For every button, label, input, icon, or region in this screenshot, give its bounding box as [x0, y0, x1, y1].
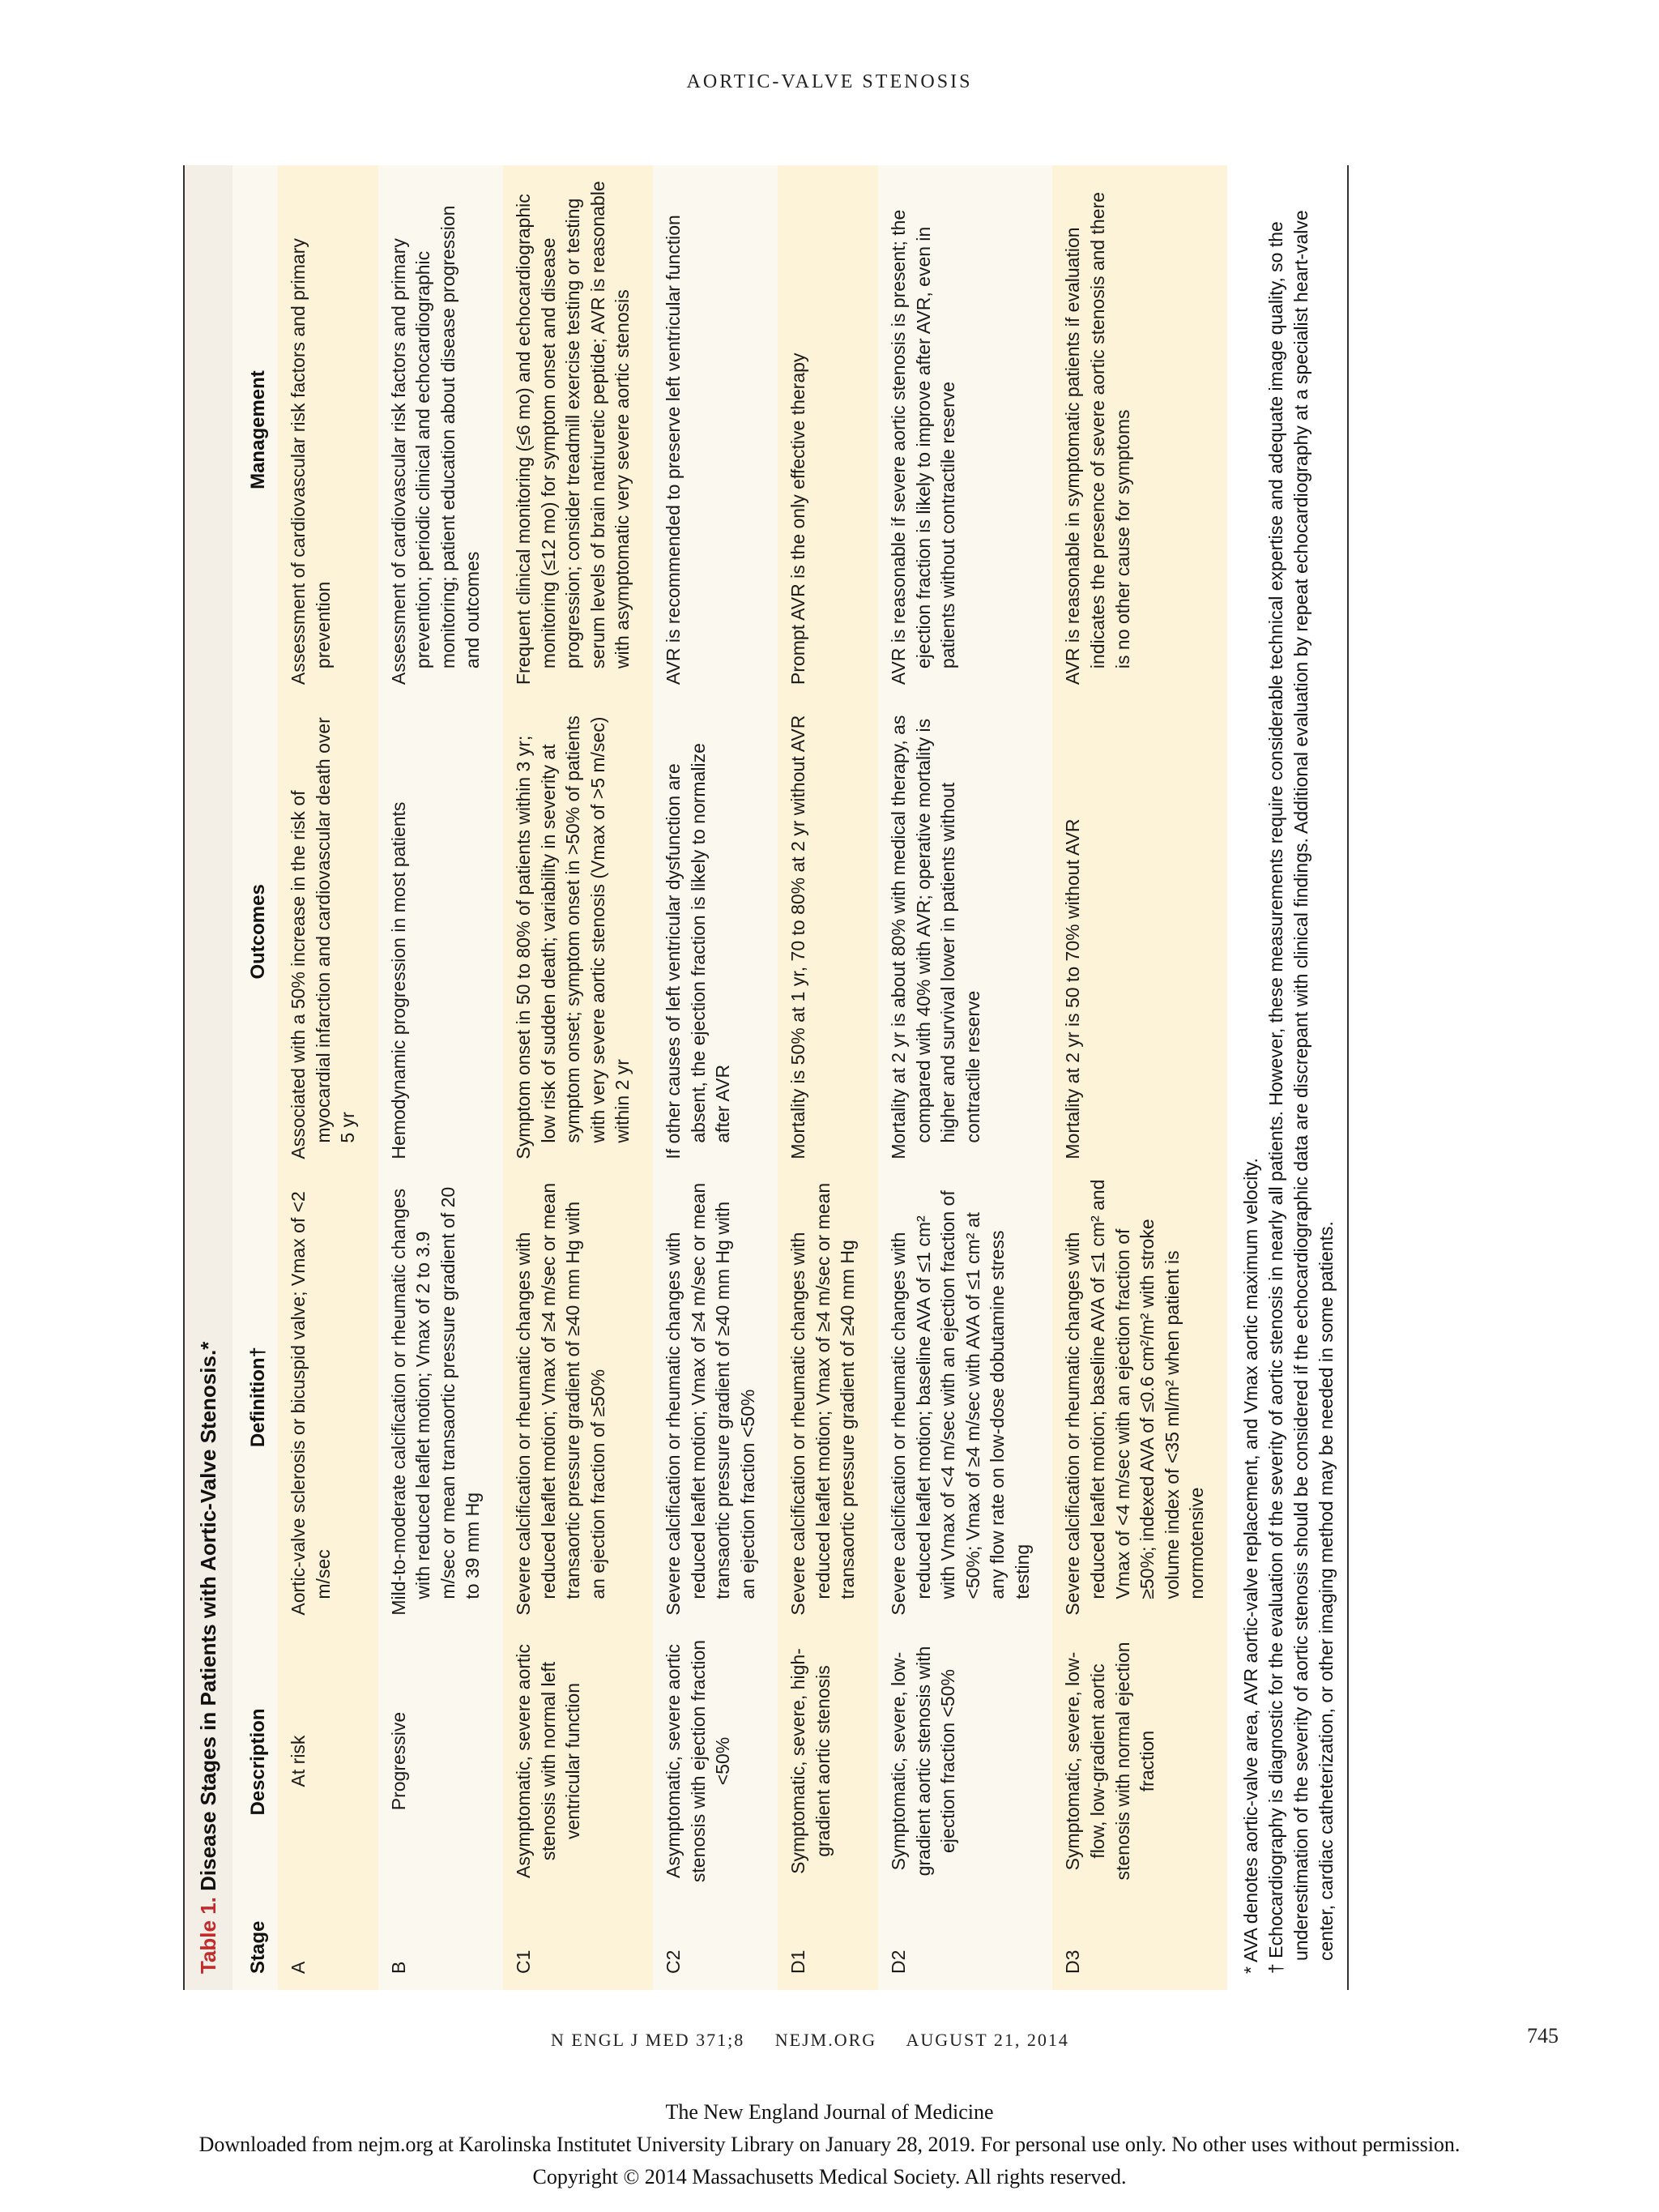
table-title-text: Disease Stages in Patients with Aortic-Valve Stenosis.* — [196, 1341, 220, 1898]
table-frame — [183, 165, 1349, 1990]
cell-definition: Severe calcification or rheumatic changes with reduced leaflet motion; Vmax of ≥4 m/sec or mean transaortic pressure gradient of ≥40 mm Hg with an ejection fraction <50% — [653, 1169, 778, 1625]
cell-stage: B — [378, 1898, 503, 1990]
page-number: 745 — [1527, 2024, 1559, 2048]
table-title — [185, 165, 232, 1990]
table-label: Table 1. — [196, 1897, 220, 1974]
cell-outcomes: Mortality at 2 yr is 50 to 70% without AVR — [1052, 694, 1226, 1169]
cell-outcomes: Associated with a 50% increase in the risk of myocardial infarction and cardiovascular death over 5 yr — [278, 694, 378, 1169]
cell-description: Symptomatic, severe, high-gradient aortic stenosis — [778, 1625, 878, 1899]
col-header-outcomes: Outcomes — [232, 694, 278, 1169]
journal-site: NEJM.ORG — [774, 2030, 877, 2050]
cell-description: Asymptomatic, severe aortic stenosis with ejection fraction <50% — [653, 1625, 778, 1899]
cell-management: AVR is reasonable if severe aortic stenosis is present; the ejection fraction is likely to improve after AVR, even in patients without contractile reserve — [878, 165, 1052, 694]
journal-citation: N ENGL J MED 371;8 — [551, 2030, 745, 2050]
cell-definition: Mild-to-moderate calcification or rheumatic changes with reduced leaflet motion; Vmax of 2 to 3.9 m/sec or mean transaortic pressure gradient of 20 to 39 mm Hg — [378, 1169, 503, 1625]
cell-management: Assessment of cardiovascular risk factors and primary prevention — [278, 165, 378, 694]
running-head: AORTIC-VALVE STENOSIS — [686, 71, 973, 92]
footnote-abbreviations: * AVA denotes aortic-valve area, AVR aortic-valve replacement, and Vmax aortic maximum velocity. — [1239, 1158, 1261, 1974]
rotated-table-container — [183, 165, 1349, 1990]
table-row — [1052, 165, 1226, 1990]
cell-definition: Severe calcification or rheumatic changes with reduced leaflet motion; Vmax of ≥4 m/sec or mean transaortic pressure gradient of ≥40 mm Hg — [778, 1169, 878, 1625]
cell-stage: A — [278, 1898, 378, 1990]
table-header-row — [232, 165, 278, 1990]
download-notice-title: The New England Journal of Medicine — [665, 2100, 994, 2124]
cell-management: Assessment of cardiovascular risk factors and primary prevention; periodic clinical and echocardiographic monitoring; patient education about disease progression and outcomes — [378, 165, 503, 694]
cell-definition: Severe calcification or rheumatic changes with reduced leaflet motion; baseline AVA of ≤1 cm² with Vmax of <4 m/sec with an ejection fraction of <50%; Vmax of ≥4 m/sec with AVA of ≤1 cm² at any flow rate on low-dose dobutamine stress testing — [878, 1169, 1052, 1625]
cell-description: At risk — [278, 1625, 378, 1899]
table-footnotes — [1227, 165, 1347, 1990]
col-header-stage: Stage — [232, 1898, 278, 1990]
cell-stage: D3 — [1052, 1898, 1226, 1990]
cell-stage: D2 — [878, 1898, 1052, 1990]
cell-description: Asymptomatic, severe aortic stenosis with normal left ventricular function — [503, 1625, 653, 1899]
table-row — [378, 165, 503, 1990]
cell-description: Symptomatic, severe, low-flow, low-gradient aortic stenosis with normal ejection fraction — [1052, 1625, 1226, 1899]
cell-stage: C1 — [503, 1898, 653, 1990]
cell-description: Progressive — [378, 1625, 503, 1899]
col-header-management: Management — [232, 165, 278, 694]
table-row — [653, 165, 778, 1990]
cell-outcomes: Hemodynamic progression in most patients — [378, 694, 503, 1169]
cell-management: Prompt AVR is the only effective therapy — [778, 165, 878, 694]
cell-outcomes: Mortality is 50% at 1 yr, 70 to 80% at 2 yr without AVR — [778, 694, 878, 1169]
col-header-description: Description — [232, 1625, 278, 1899]
table-row — [503, 165, 653, 1990]
journal-date: AUGUST 21, 2014 — [906, 2030, 1069, 2050]
journal-footer — [551, 2030, 1094, 2051]
cell-stage: C2 — [653, 1898, 778, 1990]
cell-stage: D1 — [778, 1898, 878, 1990]
table-row — [878, 165, 1052, 1990]
cell-outcomes: If other causes of left ventricular dysfunction are absent, the ejection fraction is likely to normalize after AVR — [653, 694, 778, 1169]
cell-definition: Severe calcification or rheumatic changes with reduced leaflet motion; baseline AVA of ≤1 cm² and Vmax of <4 m/sec with an ejection fraction of ≥50%; indexed AVA of ≤0.6 cm²/m² with stroke volume index of <35 ml/m² when patient is normotensive — [1052, 1169, 1226, 1625]
cell-management: AVR is reasonable in symptomatic patients if evaluation indicates the presence of severe aortic stenosis and there is no other cause for symptoms — [1052, 165, 1226, 694]
footnote-echocardiography: † Echocardiography is diagnostic for the evaluation of the severity of aortic stenosis in nearly all patients. However, these measurements require considerable technical expertise and adequate image quality, so the underestimation of the severity of aortic stenosis should be considered if the echocardiographic data are discrepant with clinical findings. Additional evaluation by repeat echocardiography at a specialist heart-valve center, cardiac catheterization, or other imaging method may be needed in some patients. — [1265, 210, 1337, 1974]
col-header-definition: Definition† — [232, 1169, 278, 1625]
download-notice-terms: Downloaded from nejm.org at Karolinska Institutet University Library on January 28, 2019. For personal use only. No other uses without permission. — [198, 2133, 1461, 2156]
cell-management: AVR is recommended to preserve left ventricular function — [653, 165, 778, 694]
cell-definition: Severe calcification or rheumatic changes with reduced leaflet motion; Vmax of ≥4 m/sec or mean transaortic pressure gradient of ≥40 mm Hg with an ejection fraction of ≥50% — [503, 1169, 653, 1625]
cell-management: Frequent clinical monitoring (≤6 mo) and echocardiographic monitoring (≤12 mo) for symptom onset and disease progression; consider treadmill exercise testing or testing serum levels of brain natriuretic peptide; AVR is reasonable with asymptomatic very severe aortic stenosis — [503, 165, 653, 694]
cell-outcomes: Symptom onset in 50 to 80% of patients within 3 yr; low risk of sudden death; variability in severity at symptom onset; symptom onset in >50% of patients with very severe aortic stenosis (Vmax of >5 m/sec) within 2 yr — [503, 694, 653, 1169]
cell-definition: Aortic-valve sclerosis or bicuspid valve; Vmax of <2 m/sec — [278, 1169, 378, 1625]
table-row — [278, 165, 378, 1990]
cell-description: Symptomatic, severe, low-gradient aortic stenosis with ejection fraction <50% — [878, 1625, 1052, 1899]
disease-stages-table — [232, 165, 1227, 1990]
cell-outcomes: Mortality at 2 yr is about 80% with medical therapy, as compared with 40% with AVR; operative mortality is higher and survival lower in patients without contractile reserve — [878, 694, 1052, 1169]
table-row — [778, 165, 878, 1990]
download-notice-copyright: Copyright © 2014 Massachusetts Medical Society. All rights reserved. — [532, 2165, 1127, 2189]
